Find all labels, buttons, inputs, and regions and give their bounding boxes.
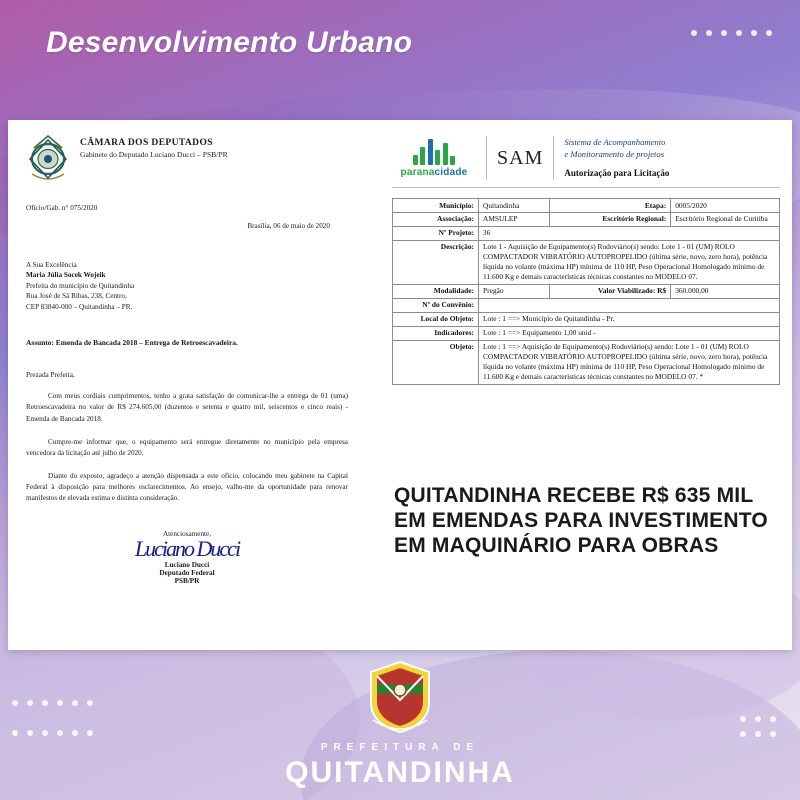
sam-header [392,136,780,180]
field-label: Associação: [393,212,479,226]
letter-paragraph-3: Diante do exposto, agradeço a atenção dispensada a este ofício, colocando meu gabinete na Capital Federal à disposição para melhores esclarecimentos. Ao ensejo, valho-me da oportunidade para renovar manifestos de elevada estima e distinta consideração. [26,471,348,503]
letter-paragraph-2: Cumpre-me informar que, o equipamento será entregue diretamente no município pela empresa vencedora da licitação até julho de 2020. [26,437,348,457]
field-value: Lote : 1 ==> Município de Quitandinha - Pr. [479,312,780,326]
field-value [479,298,780,312]
signer-name: Luciano Ducci [164,561,210,570]
recipient-line-1: A Sua Excelência [26,261,77,269]
sam-system-description [564,137,669,178]
dot-grid-bottom-left-2 [12,730,93,736]
sam-fields-table [392,198,780,385]
letter-greeting: Prezada Prefeita, [26,371,75,380]
page-title: Desenvolvimento Urbano [46,26,413,59]
signer-party: PSB/PR [174,577,200,586]
system-line-2: e Monitoramento de projetos [564,148,665,159]
field-label: Modalidade: [393,284,479,298]
field-value-2: 360.000,00 [671,284,780,298]
field-label: Nº do Convênio: [393,298,479,312]
official-letter [8,120,366,650]
recipient-line-4: Rua José de Sá Ribas, 238, Centro, [26,292,127,301]
field-label: Objeto: [393,340,479,384]
paranacidade-bars-icon [392,139,476,165]
field-label-2: Valor Viabilizado: R$ [550,284,671,298]
letter-subject: Assunto: Emenda de Bancada 2018 – Entrega de Retroescavadeira. [26,338,238,348]
field-label-2: Etapa: [550,199,671,213]
signature-block [26,530,348,585]
field-label: Município: [393,199,479,213]
table-row [393,298,780,312]
table-row [393,240,780,284]
sam-acronym: SAM [497,146,544,169]
logo-text-cidade: cidade [434,166,468,178]
field-label: Indicadores: [393,326,479,340]
recipient-line-5: CEP 83840-000 – Quitandinha – PR. [26,302,133,311]
field-value: Lote : 1 ==> Equipamento 1,00 unid - [479,326,780,340]
office-name: Gabinete do Deputado Luciano Ducci – PSB/PR [80,150,228,159]
footer-prefeitura-label: PREFEITURA DE [320,742,480,753]
header-divider-1 [486,136,487,180]
institution-name: CÂMARA DOS DEPUTADOS [80,138,213,148]
field-value-2: 0005/2020 [671,199,780,213]
signature-scribble: Luciano Ducci [134,536,240,562]
field-value: 36 [479,226,780,240]
coat-of-arms-icon [26,134,70,184]
dot-grid-bottom-right [740,716,776,737]
field-value: Quitandinha [479,199,550,213]
recipient-line-3: Prefeita do município de Quitandinha [26,281,135,290]
field-value: Pregão [479,284,550,298]
field-value-2: Escritório Regional de Curitiba [671,212,780,226]
table-row [393,212,780,226]
city-crest-icon [367,660,433,734]
field-value: AMSULEP [479,212,550,226]
table-row [393,199,780,213]
headline-banner: QUITANDINHA RECEBE R$ 635 MIL EM EMENDAS PARA INVESTIMENTO EM MAQUINÁRIO PARA OBRAS [380,472,792,620]
place-and-date: Brasília, 06 de maio de 2020 [247,222,330,230]
protocol-number: Ofício/Gab. n° 075/2020 [26,204,98,212]
logo-text-parana: parana [400,166,435,178]
paranacidade-logo [392,139,476,178]
letter-header [26,134,348,184]
dot-grid-bottom-left [12,700,93,706]
footer-city-name: QUITANDINHA [285,756,515,789]
field-value: Lote : 1 ==> Aquisição de Equipamento(s) Rodoviário(s) sendo: Lote 1 - 01 (UM) ROLO COMPACTADOR VIBRATÓRIO AUTOPROPELIDO (última série, novo, zero hora), potência líquida no volante (máxima HP) mínima de 110 HP, Peso Operacional Homologado mínimo de 11.600 Kg e demais características técnicas constantes no MODELO 07. * [479,340,780,384]
system-line-1: Sistema de Acompanhamento [564,137,666,148]
paranacidade-wordmark [392,167,476,178]
field-label: Nº Projeto: [393,226,479,240]
authorization-title: Autorização para Licitação [564,167,670,178]
table-row [393,326,780,340]
dot-grid-top-right [691,30,772,36]
field-label: Local do Objeto: [393,312,479,326]
recipient-line-2: Maria Júlia Socek Wojeik [26,271,106,280]
table-row [393,284,780,298]
header-divider-2 [553,136,554,180]
field-value: Lote 1 - Aquisição de Equipamento(s) Rodoviário(s) sendo: Lote 1 - 01 (UM) ROLO COMPACTADOR VIBRATÓRIO AUTOPROPELIDO (última série, novo, zero hora), potência líquida no volante (máxima HP) mínima de 110 HP, Peso Operacional Homologado mínimo de 11.600 Kg e demais características técnicas constantes no MODELO 07. [479,240,780,284]
signer-role: Deputado Federal [159,569,215,578]
letter-closing: Atenciosamente, [162,530,212,539]
field-label-2: Escritório Regional: [550,212,671,226]
sam-header-rule [392,187,780,188]
table-row [393,312,780,326]
field-label: Descrição: [393,240,479,284]
table-row [393,340,780,384]
recipient-block [26,260,348,312]
table-row [393,226,780,240]
letter-paragraph-1: Com meus cordiais cumprimentos, tenho a grata satisfação de comunicar-lhe a entrega de 01 (uma) Retroescavadeira no valor de R$ 274.605,00 (duzentos e setenta e quatro mil, seiscentos e cinco reais) - Emenda de Bancada 2018. [26,392,348,423]
